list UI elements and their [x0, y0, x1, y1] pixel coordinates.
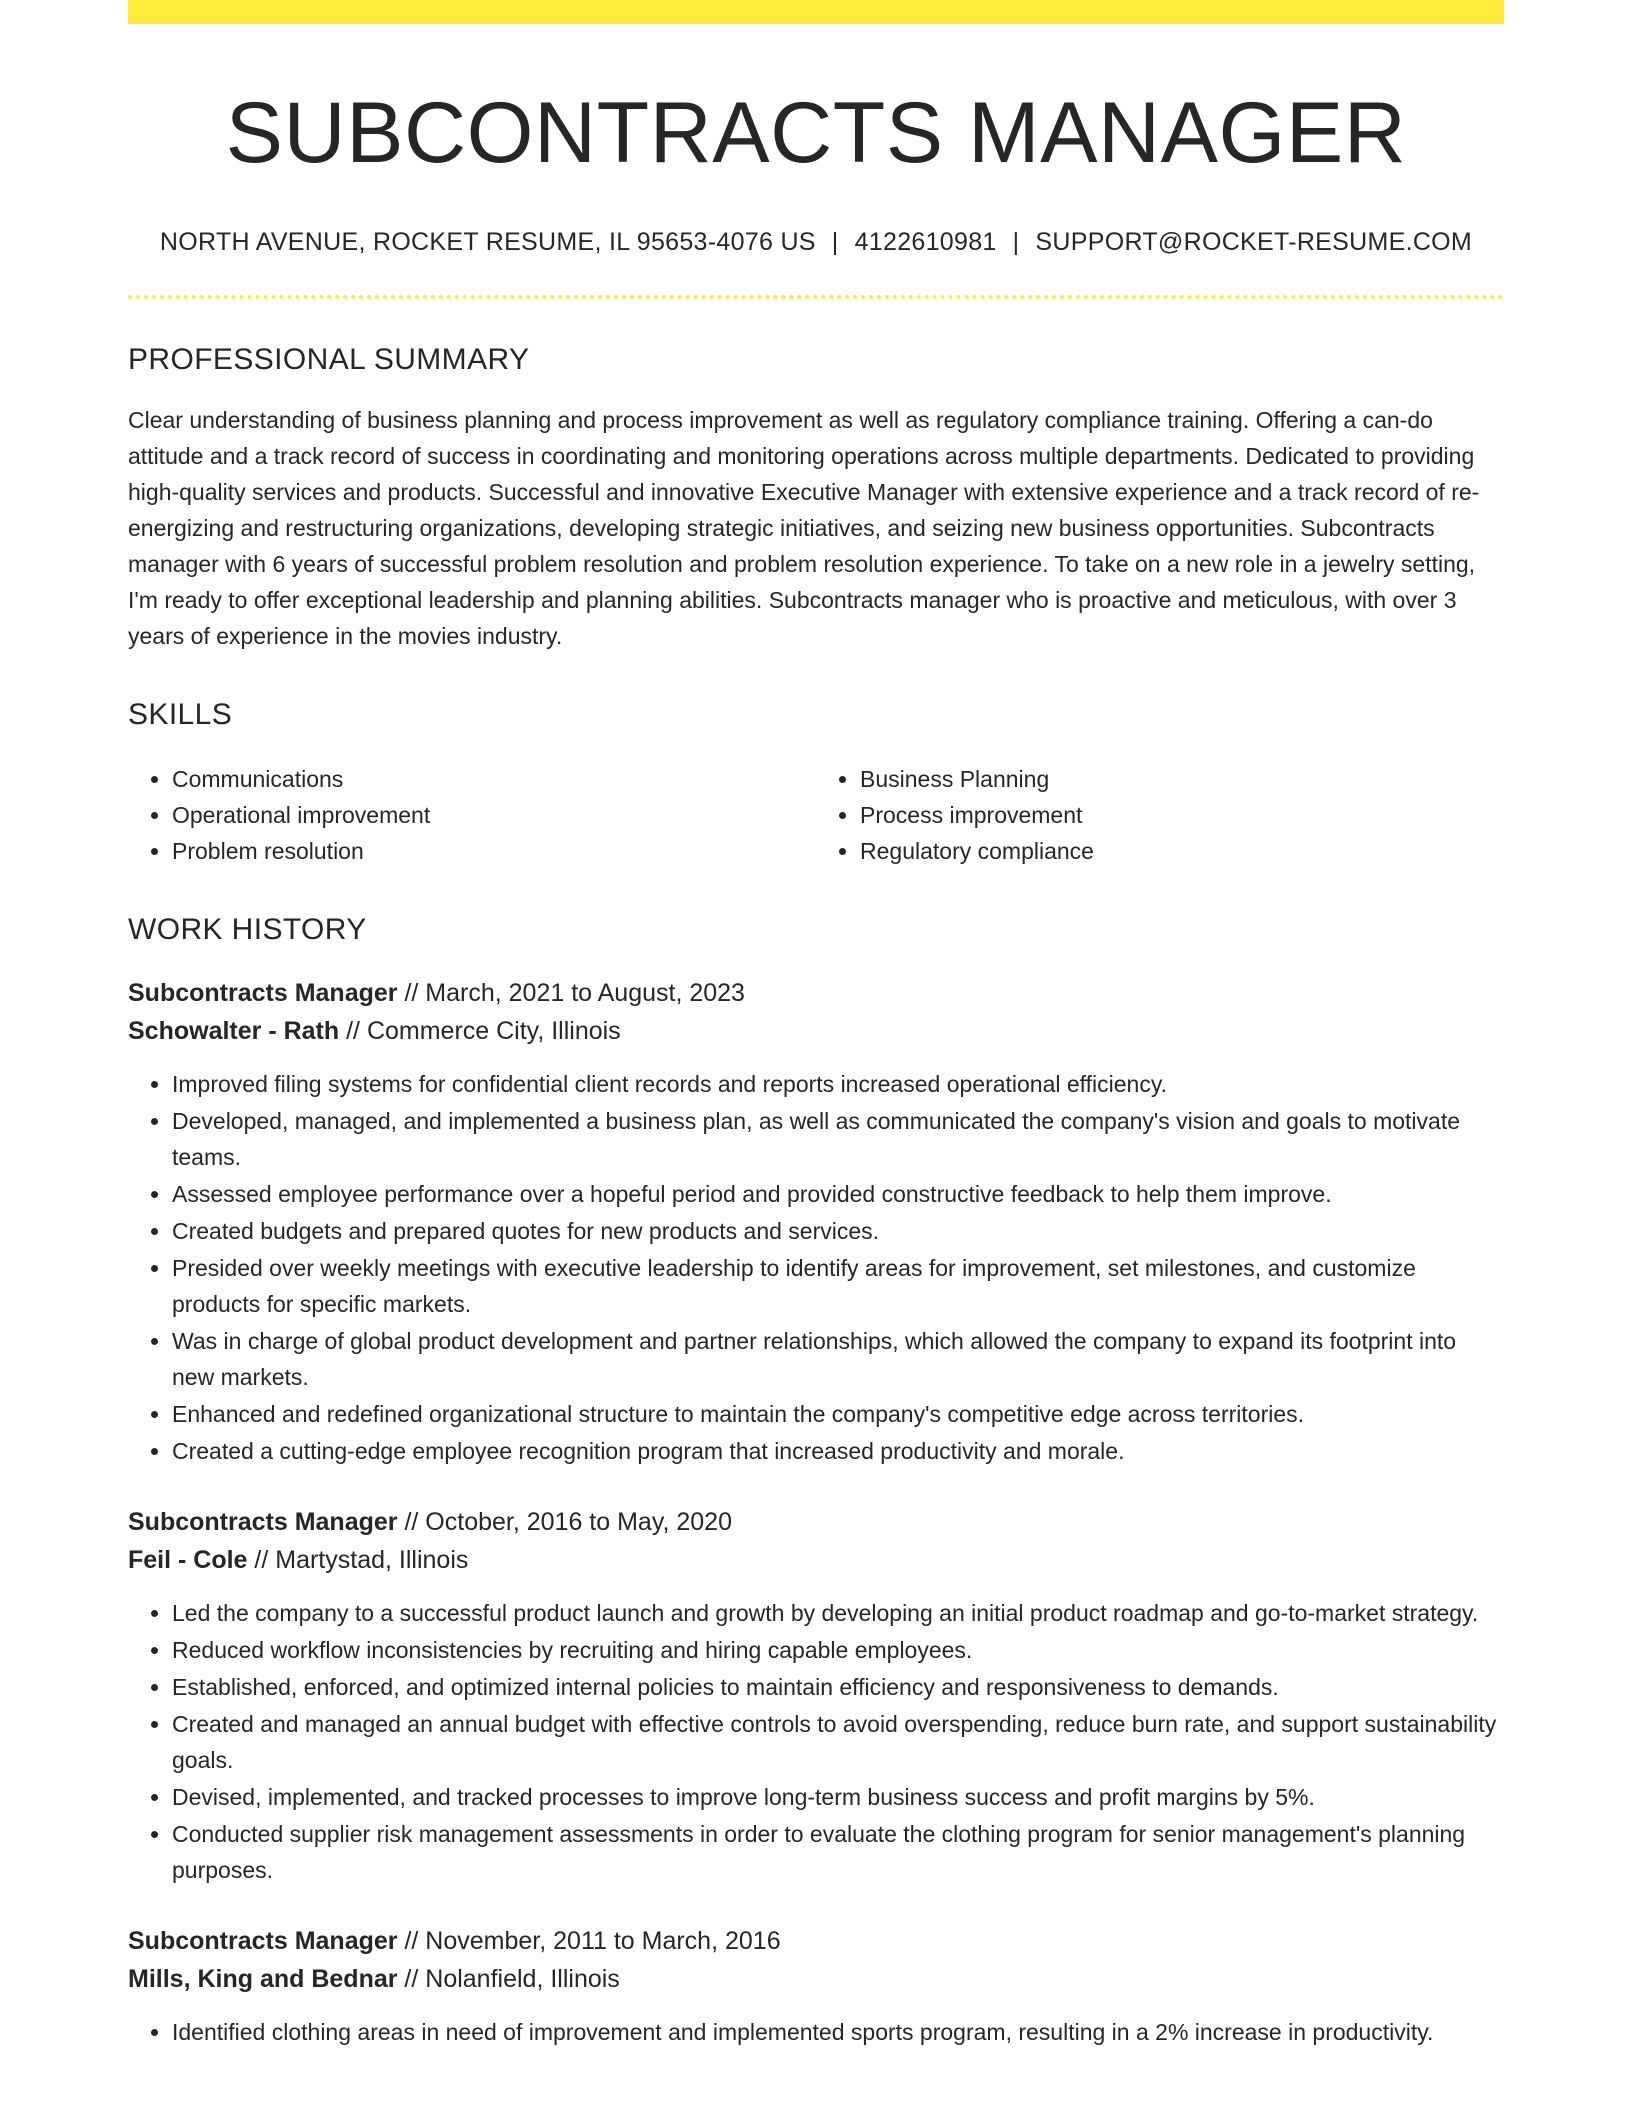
skill-item: • Business Planning: [860, 761, 1504, 797]
skill-item: • Communications: [172, 761, 816, 797]
contact-phone: 4122610981: [854, 227, 997, 256]
job-entry: [128, 1503, 1504, 1888]
job-location: // Commerce City, Illinois: [339, 1016, 621, 1045]
skill-item: • Operational improvement: [172, 797, 816, 833]
job-company: Feil - Cole: [128, 1545, 248, 1574]
job-bullet: • Established, enforced, and optimized internal policies to maintain efficiency and responsiveness to demands.: [172, 1669, 1504, 1705]
resume-title: SUBCONTRACTS MANAGER: [225, 85, 1407, 181]
job-company-line: [128, 1541, 1504, 1579]
dotted-divider: [128, 295, 1504, 299]
job-role-line: [128, 974, 1504, 1012]
job-bullet: • Identified clothing areas in need of improvement and implemented sports program, resulting in a 2% increase in productivity.: [172, 2014, 1504, 2050]
job-role-line: [128, 1922, 1504, 1960]
job-entry: [128, 1922, 1504, 2050]
job-dates: // October, 2016 to May, 2020: [397, 1507, 732, 1536]
job-role-line: [128, 1503, 1504, 1541]
job-bullet: • Reduced workflow inconsistencies by recruiting and hiring capable employees.: [172, 1632, 1504, 1668]
job-bullets: [128, 1066, 1504, 1469]
job-bullet: • Assessed employee performance over a hopeful period and provided constructive feedback to help them improve.: [172, 1176, 1504, 1212]
contact-separator: |: [831, 227, 839, 256]
job-bullets: [128, 1595, 1504, 1888]
job-company: Mills, King and Bednar: [128, 1964, 398, 1993]
job-bullet: • Improved filing systems for confidential client records and reports increased operational efficiency.: [172, 1066, 1504, 1102]
job-company: Schowalter - Rath: [128, 1016, 340, 1045]
job-bullet: • Presided over weekly meetings with executive leadership to identify areas for improvement, set milestones, and customize products for specific markets.: [172, 1250, 1504, 1322]
job-bullet: • Enhanced and redefined organizational structure to maintain the company's competitive edge across territories.: [172, 1396, 1504, 1432]
job-dates: // March, 2021 to August, 2023: [397, 978, 745, 1007]
job-bullet: • Devised, implemented, and tracked processes to improve long-term business success and profit margins by 5%.: [172, 1779, 1504, 1815]
job-bullet: • Was in charge of global product development and partner relationships, which allowed the company to expand its footprint into new markets.: [172, 1323, 1504, 1395]
summary-text: Clear understanding of business planning and process improvement as well as regulatory compliance training. Offering a can-do attitude and a track record of success in coordinating and monitoring operations across multiple departments. Dedicated to providing high-quality services and products. Successful and innovative Executive Manager with extensive experience and a track record of re-energizing and restructuring organizations, developing strategic initiatives, and seizing new business opportunities. Subcontracts manager with 6 years of successful problem resolution and problem resolution experience. To take on a new role in a jewelry setting, I'm ready to offer exceptional leadership and planning abilities. Subcontracts manager who is proactive and meticulous, with over 3 years of experience in the movies industry.: [128, 406, 1480, 649]
job-bullet: • Created a cutting-edge employee recognition program that increased productivity and morale.: [172, 1433, 1504, 1469]
job-company-line: [128, 1960, 1504, 1998]
job-role: Subcontracts Manager: [128, 1926, 398, 1955]
job-entry: [128, 974, 1504, 1469]
summary-heading: PROFESSIONAL SUMMARY: [128, 342, 530, 376]
resume-page: [128, 0, 1504, 2051]
skills-list: [128, 761, 1504, 869]
job-dates: // November, 2011 to March, 2016: [397, 1926, 781, 1955]
job-role: Subcontracts Manager: [128, 978, 398, 1007]
job-bullets: [128, 2014, 1504, 2050]
job-location: // Nolanfield, Illinois: [397, 1964, 620, 1993]
contact-line: [128, 227, 1504, 257]
job-bullet: • Led the company to a successful product launch and growth by developing an initial product roadmap and go-to-market strategy.: [172, 1595, 1504, 1631]
skill-item: • Regulatory compliance: [860, 833, 1504, 869]
job-bullet: • Created and managed an annual budget with effective controls to avoid overspending, reduce burn rate, and support sustainability goals.: [172, 1706, 1504, 1778]
job-role: Subcontracts Manager: [128, 1507, 398, 1536]
skill-item: • Problem resolution: [172, 833, 816, 869]
job-bullet: • Developed, managed, and implemented a business plan, as well as communicated the company's vision and goals to motivate teams.: [172, 1103, 1504, 1175]
contact-address: NORTH AVENUE, ROCKET RESUME, IL 95653-4076 US: [159, 227, 816, 256]
skills-column-right: [816, 761, 1504, 869]
job-company-line: [128, 1012, 1504, 1050]
accent-top-bar: [128, 0, 1504, 24]
contact-email: SUPPORT@ROCKET-RESUME.COM: [1035, 227, 1473, 256]
skills-heading: SKILLS: [128, 697, 233, 731]
skill-item: • Process improvement: [860, 797, 1504, 833]
contact-separator: |: [1012, 227, 1020, 256]
work-history-heading: WORK HISTORY: [128, 912, 367, 946]
job-bullet: • Created budgets and prepared quotes for new products and services.: [172, 1213, 1504, 1249]
skills-column-left: [128, 761, 816, 869]
job-location: // Martystad, Illinois: [247, 1545, 469, 1574]
job-bullet: • Conducted supplier risk management assessments in order to evaluate the clothing program for senior management's planning purposes.: [172, 1816, 1504, 1888]
